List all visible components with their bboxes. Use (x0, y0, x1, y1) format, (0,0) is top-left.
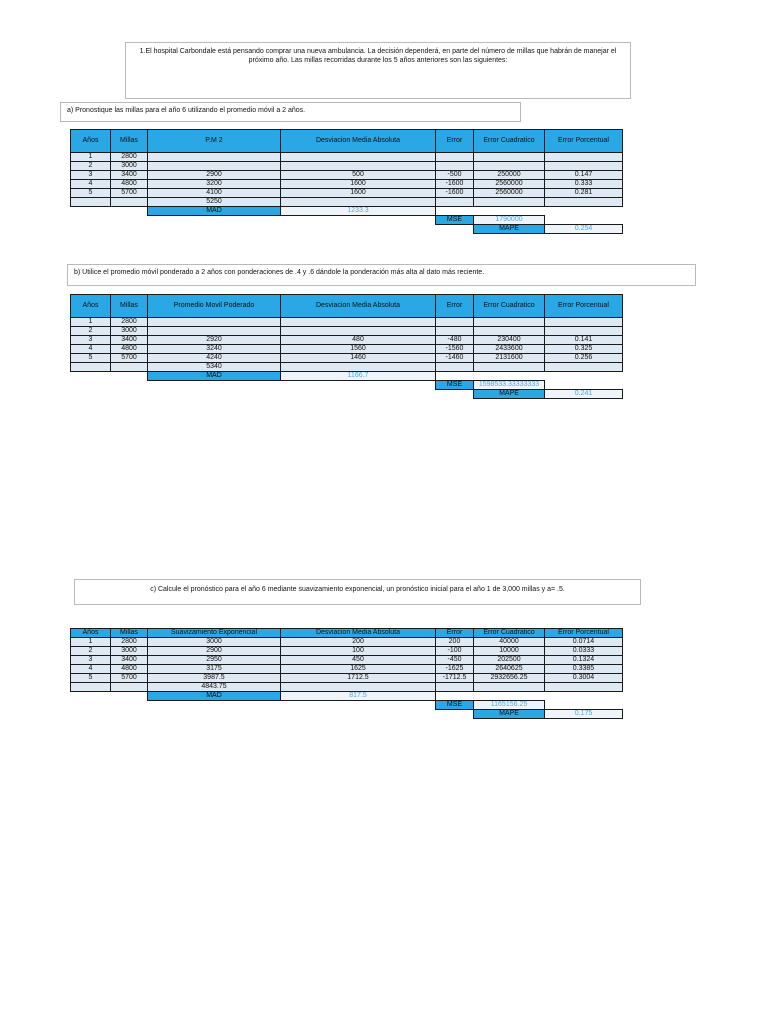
table-cell: 2900 (148, 171, 281, 180)
table-cell: 0.0714 (545, 638, 623, 647)
table-row (71, 345, 623, 354)
table-row (71, 354, 623, 363)
table-cell (71, 363, 111, 372)
mad-row (71, 207, 623, 216)
spacer (71, 390, 111, 399)
table-cell: 0.3004 (545, 674, 623, 683)
spacer (545, 372, 623, 381)
table-cell (436, 198, 474, 207)
part-a-table (70, 129, 623, 234)
header-cell: Error Cuadratico (474, 130, 545, 153)
table-cell: 0.3385 (545, 665, 623, 674)
table-cell: 200 (281, 638, 436, 647)
table-cell: 3240 (148, 345, 281, 354)
table-cell: 3400 (111, 336, 148, 345)
table-cell (436, 683, 474, 692)
table-cell (281, 153, 436, 162)
table-cell (545, 327, 623, 336)
table-cell: 2920 (148, 336, 281, 345)
table-header-row (71, 295, 623, 318)
header-cell: Error Cuadratico (474, 295, 545, 318)
spacer (474, 692, 545, 701)
table-cell (71, 683, 111, 692)
table-cell: 3400 (111, 656, 148, 665)
table-cell: 1600 (281, 189, 436, 198)
table-row (71, 656, 623, 665)
table-cell: 5700 (111, 674, 148, 683)
header-cell: Años (71, 295, 111, 318)
spacer (111, 381, 148, 390)
spacer (111, 207, 148, 216)
table-cell (436, 327, 474, 336)
part-c-prompt: c) Calcule el pronóstico para el año 6 mediante suavizamiento exponencial, un pronóstico inicial para el año 1 de 3,000 millas y a= .5. (150, 586, 565, 593)
table-cell: 4 (71, 665, 111, 674)
header-cell: Error (436, 295, 474, 318)
table-cell: 3 (71, 336, 111, 345)
header-cell: P.M 2 (148, 130, 281, 153)
table-cell (281, 327, 436, 336)
spacer (545, 216, 623, 225)
spacer (111, 710, 148, 719)
table-cell: 0.141 (545, 336, 623, 345)
mse-row (71, 701, 623, 710)
spacer (148, 701, 281, 710)
spacer (71, 692, 111, 701)
table-cell (545, 363, 623, 372)
table-cell: 10000 (474, 647, 545, 656)
mse-label: MSE (436, 216, 474, 225)
spacer (545, 692, 623, 701)
table-cell (281, 363, 436, 372)
spacer (281, 710, 436, 719)
table-row (71, 336, 623, 345)
table-cell (281, 198, 436, 207)
header-cell: Millas (111, 629, 148, 638)
table-row (71, 638, 623, 647)
table-cell: 4100 (148, 189, 281, 198)
table-cell (436, 162, 474, 171)
mad-value: 1166.7 (281, 372, 436, 381)
spacer (474, 372, 545, 381)
table-cell: 5 (71, 189, 111, 198)
table-cell (474, 198, 545, 207)
table-cell: 4800 (111, 180, 148, 189)
spacer (545, 207, 623, 216)
spacer (436, 225, 474, 234)
header-cell: Error Porcentual (545, 130, 623, 153)
table-cell: 3000 (111, 647, 148, 656)
table-cell (474, 153, 545, 162)
spacer (148, 390, 281, 399)
spacer (474, 207, 545, 216)
spacer (71, 207, 111, 216)
spacer (281, 225, 436, 234)
spacer (111, 692, 148, 701)
spacer (436, 692, 474, 701)
spacer (148, 225, 281, 234)
spacer (545, 381, 623, 390)
table-cell: 100 (281, 647, 436, 656)
table-cell: 0.325 (545, 345, 623, 354)
table-cell (545, 683, 623, 692)
table-cell: -1460 (436, 354, 474, 363)
mape-value: 0.254 (545, 225, 623, 234)
part-b-table (70, 294, 623, 399)
spacer (71, 216, 111, 225)
header-cell: Error (436, 629, 474, 638)
table-cell: -1600 (436, 189, 474, 198)
mad-label: MAD (148, 372, 281, 381)
table-cell: 0.147 (545, 171, 623, 180)
spacer (436, 207, 474, 216)
spacer (281, 216, 436, 225)
table-cell: 3000 (111, 327, 148, 336)
table-row (71, 171, 623, 180)
table-cell: 3000 (111, 162, 148, 171)
table-cell: 1625 (281, 665, 436, 674)
table-cell: 1460 (281, 354, 436, 363)
table-cell: 2 (71, 647, 111, 656)
spacer (281, 701, 436, 710)
table-cell: -450 (436, 656, 474, 665)
table-cell (436, 363, 474, 372)
table-cell (148, 162, 281, 171)
problem-statement: 1.El hospital Carbondale está pensando comprar una nueva ambulancia. La decisión dependerá, en parte del número de millas que habrán de manejar el próximo año. Las millas recorridas durante los 5 años anteriores son las siguientes: (139, 48, 617, 64)
spacer (436, 372, 474, 381)
table-cell: 4 (71, 180, 111, 189)
spacer (148, 381, 281, 390)
spacer (71, 225, 111, 234)
mape-label: MAPE (474, 390, 545, 399)
table-cell: 0.0333 (545, 647, 623, 656)
spacer (545, 701, 623, 710)
spacer (111, 372, 148, 381)
table-cell: 5 (71, 354, 111, 363)
header-cell: Error (436, 130, 474, 153)
table-cell: 0.256 (545, 354, 623, 363)
mad-label: MAD (148, 207, 281, 216)
table-row (71, 189, 623, 198)
header-cell: Error Porcentual (545, 629, 623, 638)
table-cell: 3987.5 (148, 674, 281, 683)
mad-value: 817.5 (281, 692, 436, 701)
part-b-prompt: b) Utilice el promedio móvil ponderado a 2 años con ponderaciones de .4 y .6 dándole la ponderación más alta al dato más reciente. (74, 269, 485, 276)
header-cell: Desviacion Media Absoluta (281, 629, 436, 638)
mad-row (71, 372, 623, 381)
table-cell: 3400 (111, 171, 148, 180)
table-cell (111, 683, 148, 692)
table-cell: 4240 (148, 354, 281, 363)
mse-label: MSE (436, 381, 474, 390)
table-cell: 2560000 (474, 189, 545, 198)
table-cell: 2 (71, 162, 111, 171)
spacer (281, 390, 436, 399)
table-cell: 450 (281, 656, 436, 665)
table-cell: 0.333 (545, 180, 623, 189)
table-row (71, 162, 623, 171)
table-cell (474, 318, 545, 327)
table-cell (148, 318, 281, 327)
table-cell (281, 318, 436, 327)
problem-statement-box (125, 42, 631, 99)
mape-row (71, 390, 623, 399)
table-cell: 5700 (111, 189, 148, 198)
table-cell: 1 (71, 153, 111, 162)
table-cell: 2433600 (474, 345, 545, 354)
table-row (71, 683, 623, 692)
header-cell: Años (71, 130, 111, 153)
table-cell: 3000 (148, 638, 281, 647)
table-row (71, 665, 623, 674)
table-cell: 2800 (111, 153, 148, 162)
table-cell (148, 153, 281, 162)
table-cell: 2560000 (474, 180, 545, 189)
mse-value: 1790000 (474, 216, 545, 225)
table-cell (474, 683, 545, 692)
table-cell: 2800 (111, 638, 148, 647)
table-cell: 3 (71, 656, 111, 665)
spacer (148, 710, 281, 719)
table-cell: 0.281 (545, 189, 623, 198)
table-cell: -500 (436, 171, 474, 180)
header-cell: Desviacion Media Absoluta (281, 295, 436, 318)
table-cell (281, 162, 436, 171)
table-cell: 2950 (148, 656, 281, 665)
mse-value: 1165156.25 (474, 701, 545, 710)
table-cell (436, 153, 474, 162)
part-c-prompt-box (74, 579, 641, 605)
table-cell: 1560 (281, 345, 436, 354)
part-b-prompt-box (67, 264, 696, 286)
part-c-table (70, 628, 623, 719)
table-cell: 5250 (148, 198, 281, 207)
table-cell: 5 (71, 674, 111, 683)
spacer (111, 390, 148, 399)
table-cell: 5340 (148, 363, 281, 372)
spacer (436, 390, 474, 399)
part-a-prompt: a) Pronostique las millas para el año 6 utilizando el promedio móvil a 2 años. (67, 107, 306, 114)
mse-value: 1598533.33333333 (474, 381, 545, 390)
table-cell: 250000 (474, 171, 545, 180)
spacer (148, 216, 281, 225)
header-cell: Promedio Movil Poderado (148, 295, 281, 318)
table-row (71, 647, 623, 656)
table-cell: -1560 (436, 345, 474, 354)
table-cell: 2900 (148, 647, 281, 656)
table-cell (545, 162, 623, 171)
spacer (111, 225, 148, 234)
table-cell (545, 153, 623, 162)
table-cell: 2640625 (474, 665, 545, 674)
table-cell: 4800 (111, 345, 148, 354)
table-cell (111, 198, 148, 207)
table-cell: 3200 (148, 180, 281, 189)
table-cell (545, 318, 623, 327)
table-row (71, 198, 623, 207)
spacer (111, 701, 148, 710)
table-cell: 1 (71, 638, 111, 647)
table-row (71, 674, 623, 683)
header-cell: Suavizamiento Exponencial (148, 629, 281, 638)
table-cell (71, 198, 111, 207)
header-cell: Desviacion Media Absoluta (281, 130, 436, 153)
header-cell: Millas (111, 130, 148, 153)
table-row (71, 180, 623, 189)
spacer (436, 710, 474, 719)
table-cell: 1712.5 (281, 674, 436, 683)
spacer (281, 381, 436, 390)
table-header-row (71, 629, 623, 638)
table-cell: -1712.5 (436, 674, 474, 683)
table-cell (474, 327, 545, 336)
table-row (71, 318, 623, 327)
table-cell: 2932656.25 (474, 674, 545, 683)
mad-value: 1233.3 (281, 207, 436, 216)
table-header-row (71, 130, 623, 153)
header-cell: Error Porcentual (545, 295, 623, 318)
table-cell: 200 (436, 638, 474, 647)
table-cell (545, 198, 623, 207)
table-cell: -1600 (436, 180, 474, 189)
mse-row (71, 216, 623, 225)
table-cell: 2800 (111, 318, 148, 327)
table-row (71, 153, 623, 162)
mape-row (71, 225, 623, 234)
spacer (71, 701, 111, 710)
table-cell: 2 (71, 327, 111, 336)
header-cell: Años (71, 629, 111, 638)
table-cell: 5700 (111, 354, 148, 363)
spacer (111, 216, 148, 225)
table-cell (111, 363, 148, 372)
mse-label: MSE (436, 701, 474, 710)
table-cell: -100 (436, 647, 474, 656)
header-cell: Error Cuadratico (474, 629, 545, 638)
table-cell: 500 (281, 171, 436, 180)
mape-row (71, 710, 623, 719)
spacer (71, 710, 111, 719)
table-cell: 3175 (148, 665, 281, 674)
table-cell (436, 318, 474, 327)
table-cell (474, 162, 545, 171)
table-cell: 4843.75 (148, 683, 281, 692)
table-cell (474, 363, 545, 372)
table-row (71, 327, 623, 336)
table-cell (281, 683, 436, 692)
table-cell: 40000 (474, 638, 545, 647)
table-row (71, 363, 623, 372)
table-cell: -480 (436, 336, 474, 345)
table-cell: 0.1324 (545, 656, 623, 665)
table-cell: 1 (71, 318, 111, 327)
mad-row (71, 692, 623, 701)
header-cell: Millas (111, 295, 148, 318)
spacer (71, 381, 111, 390)
mape-label: MAPE (474, 225, 545, 234)
table-cell: 1600 (281, 180, 436, 189)
mape-label: MAPE (474, 710, 545, 719)
table-cell: -1625 (436, 665, 474, 674)
table-cell: 4800 (111, 665, 148, 674)
mse-row (71, 381, 623, 390)
part-a-prompt-box (60, 102, 521, 122)
mape-value: 0.175 (545, 710, 623, 719)
table-cell: 230400 (474, 336, 545, 345)
table-cell: 4 (71, 345, 111, 354)
spacer (71, 372, 111, 381)
table-cell: 2131600 (474, 354, 545, 363)
table-cell (148, 327, 281, 336)
table-cell: 202500 (474, 656, 545, 665)
mape-value: 0.241 (545, 390, 623, 399)
mad-label: MAD (148, 692, 281, 701)
table-cell: 3 (71, 171, 111, 180)
table-cell: 480 (281, 336, 436, 345)
